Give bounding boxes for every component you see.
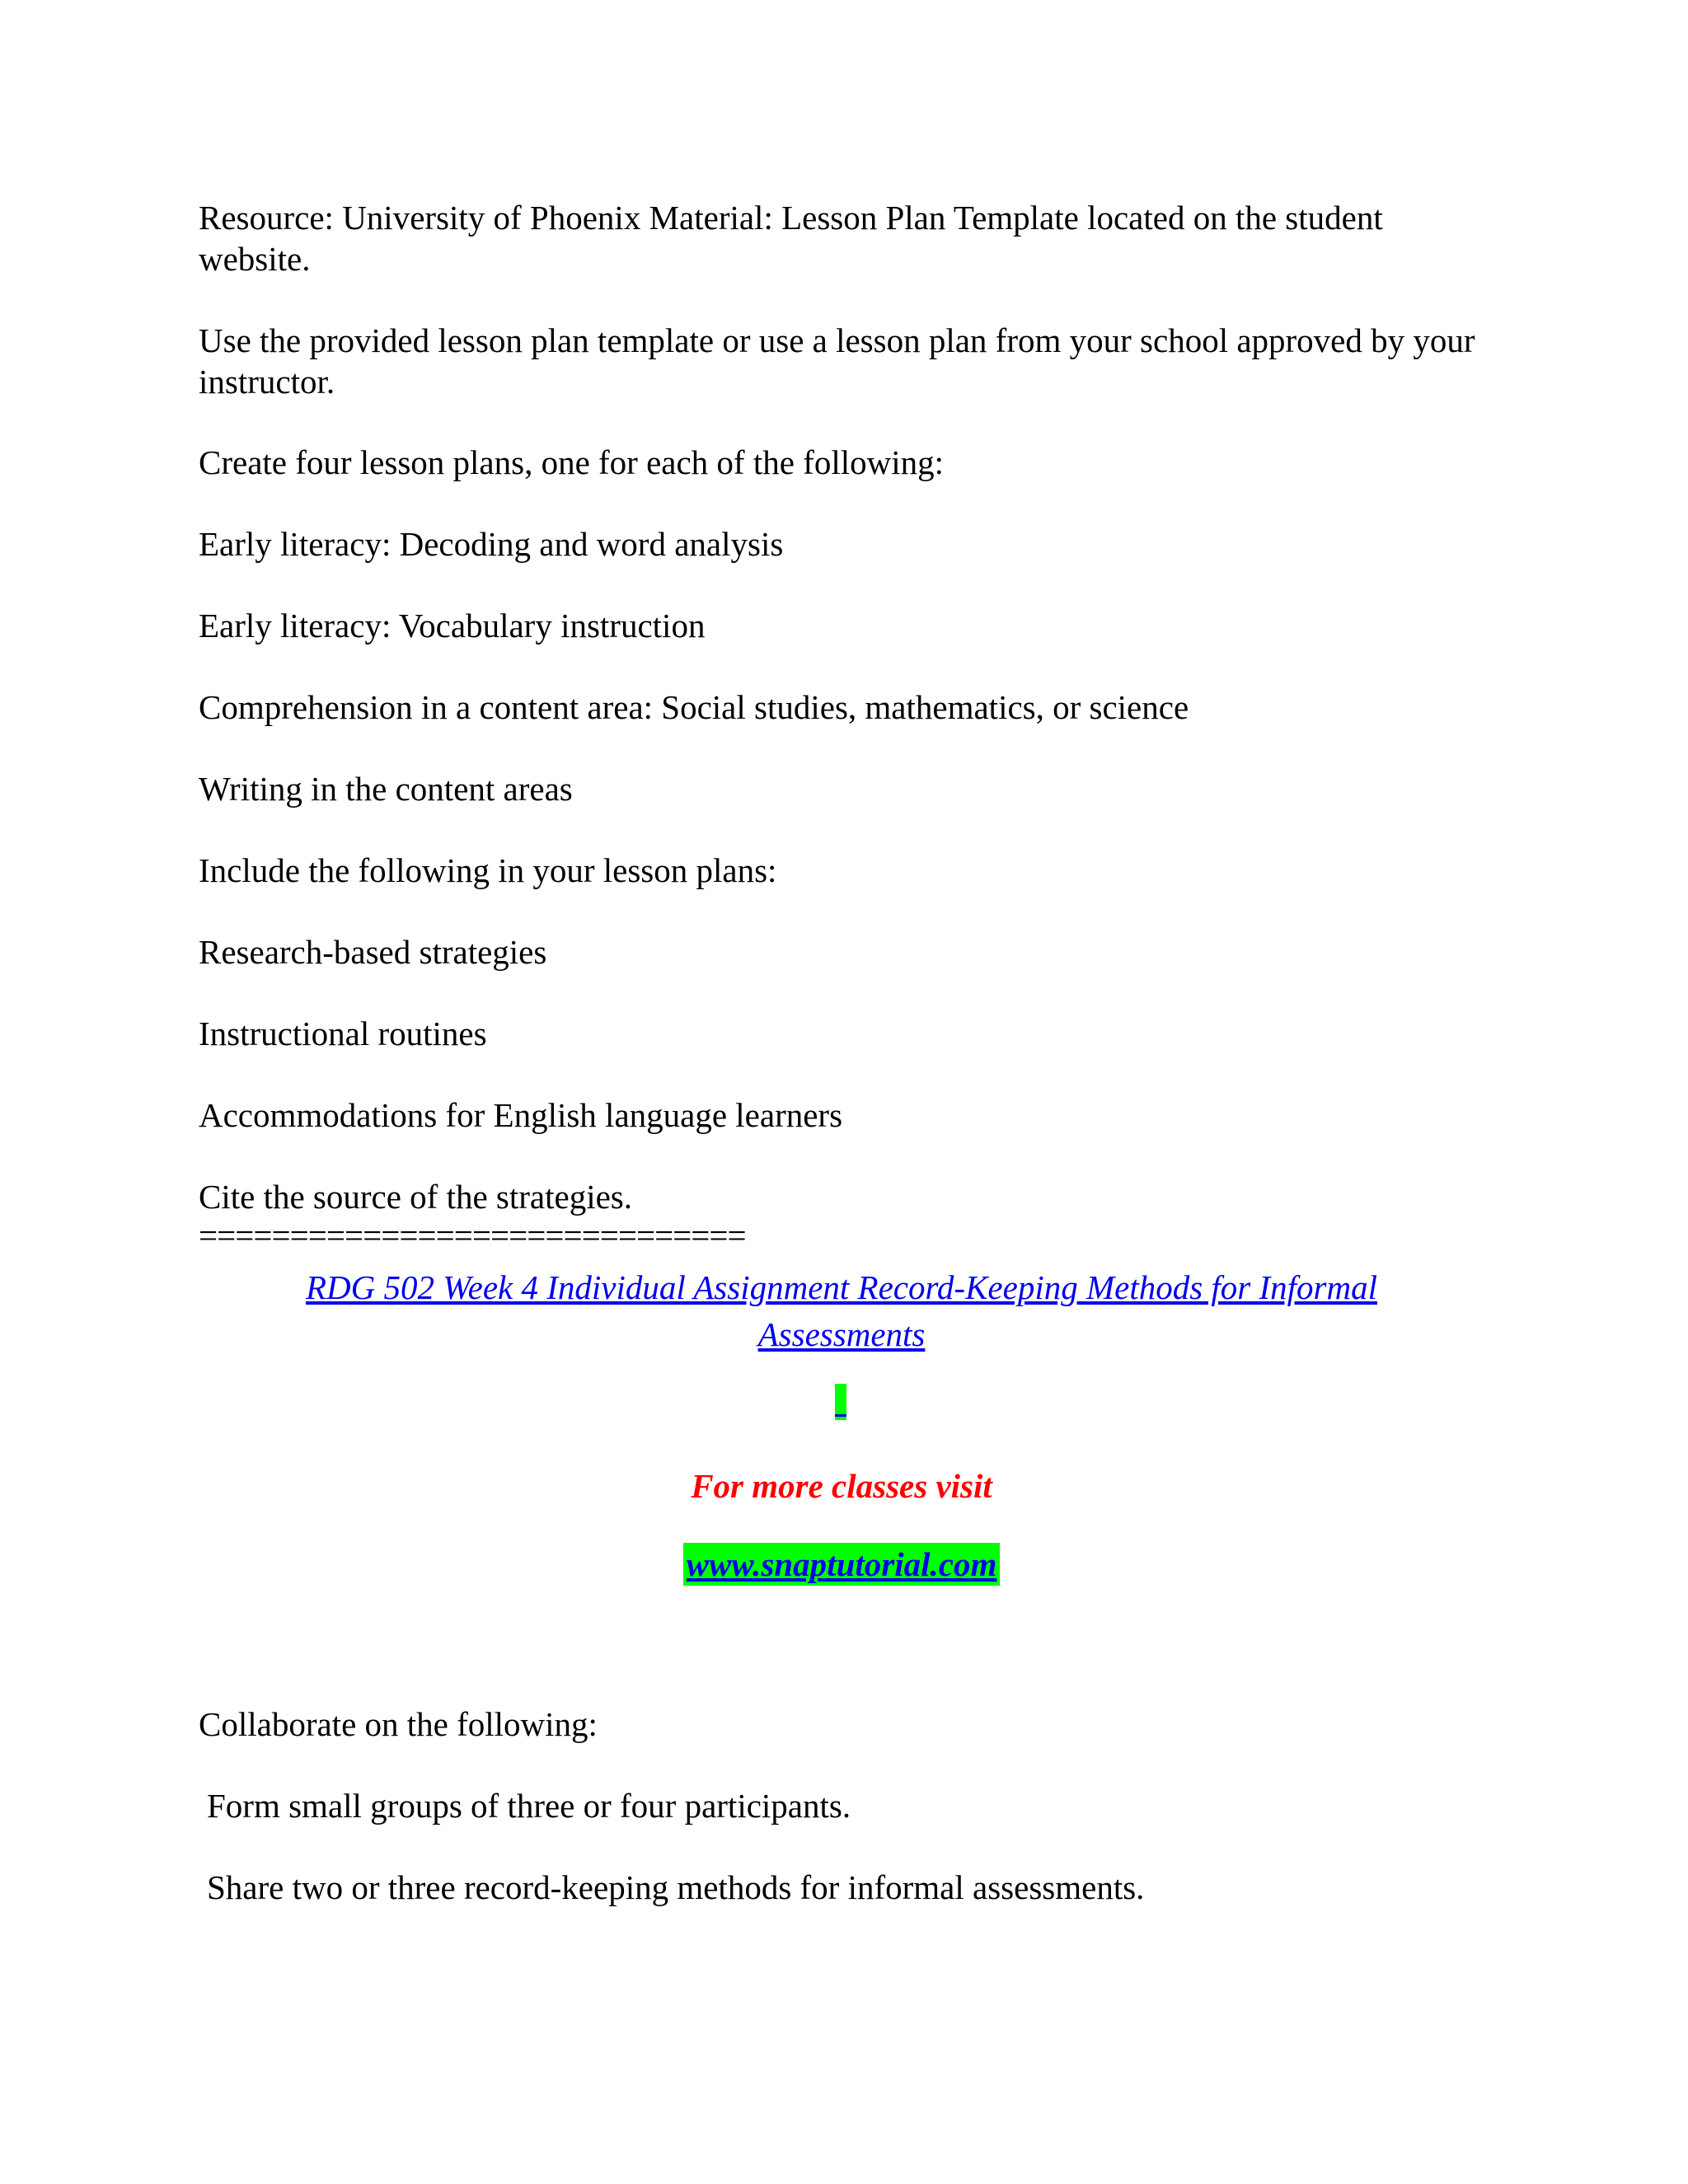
highlight-marker-underline xyxy=(835,1414,846,1417)
assignment-link-line2: Assessments xyxy=(757,1315,926,1353)
include-item-accommodations: Accommodations for English language learners xyxy=(199,1096,843,1134)
include-item-routines: Instructional routines xyxy=(199,1015,487,1052)
lesson-topic-decoding: Early literacy: Decoding and word analysis xyxy=(199,525,784,563)
site-link[interactable]: www.snaptutorial.com xyxy=(683,1543,1001,1586)
lesson-topic-vocabulary: Early literacy: Vocabulary instruction xyxy=(199,607,706,644)
lesson-topic-comprehension: Comprehension in a content area: Social studies, mathematics, or science xyxy=(199,688,1189,726)
collaborate-heading: Collaborate on the following: xyxy=(199,1705,598,1743)
intro-resource-text: Resource: University of Phoenix Material: Lesson Plan Template located on the student website. xyxy=(199,199,1383,278)
promo-text: For more classes visit xyxy=(691,1467,992,1505)
intro-use-text: Use the provided lesson plan template or use a lesson plan from your school approved by your instructor. xyxy=(199,321,1475,401)
collaborate-item-groups: Form small groups of three or four participants. xyxy=(207,1787,851,1825)
lesson-topic-writing: Writing in the content areas xyxy=(199,770,573,808)
site-link-block xyxy=(199,1543,1484,1586)
assignment-link[interactable] xyxy=(306,1268,1377,1353)
separator-line: ============================== xyxy=(199,1216,746,1254)
assignment-link-block xyxy=(199,1264,1484,1358)
include-heading: Include the following in your lesson plans: xyxy=(199,851,777,889)
collaborate-item-methods: Share two or three record-keeping methods for informal assessments. xyxy=(207,1868,1145,1906)
cite-line: Cite the source of the strategies. xyxy=(199,1178,632,1216)
create-heading: Create four lesson plans, one for each of the following: xyxy=(199,443,945,481)
include-item-strategies: Research-based strategies xyxy=(199,933,547,971)
assignment-link-line1: RDG 502 Week 4 Individual Assignment Record-Keeping Methods for Informal xyxy=(305,1268,1378,1306)
